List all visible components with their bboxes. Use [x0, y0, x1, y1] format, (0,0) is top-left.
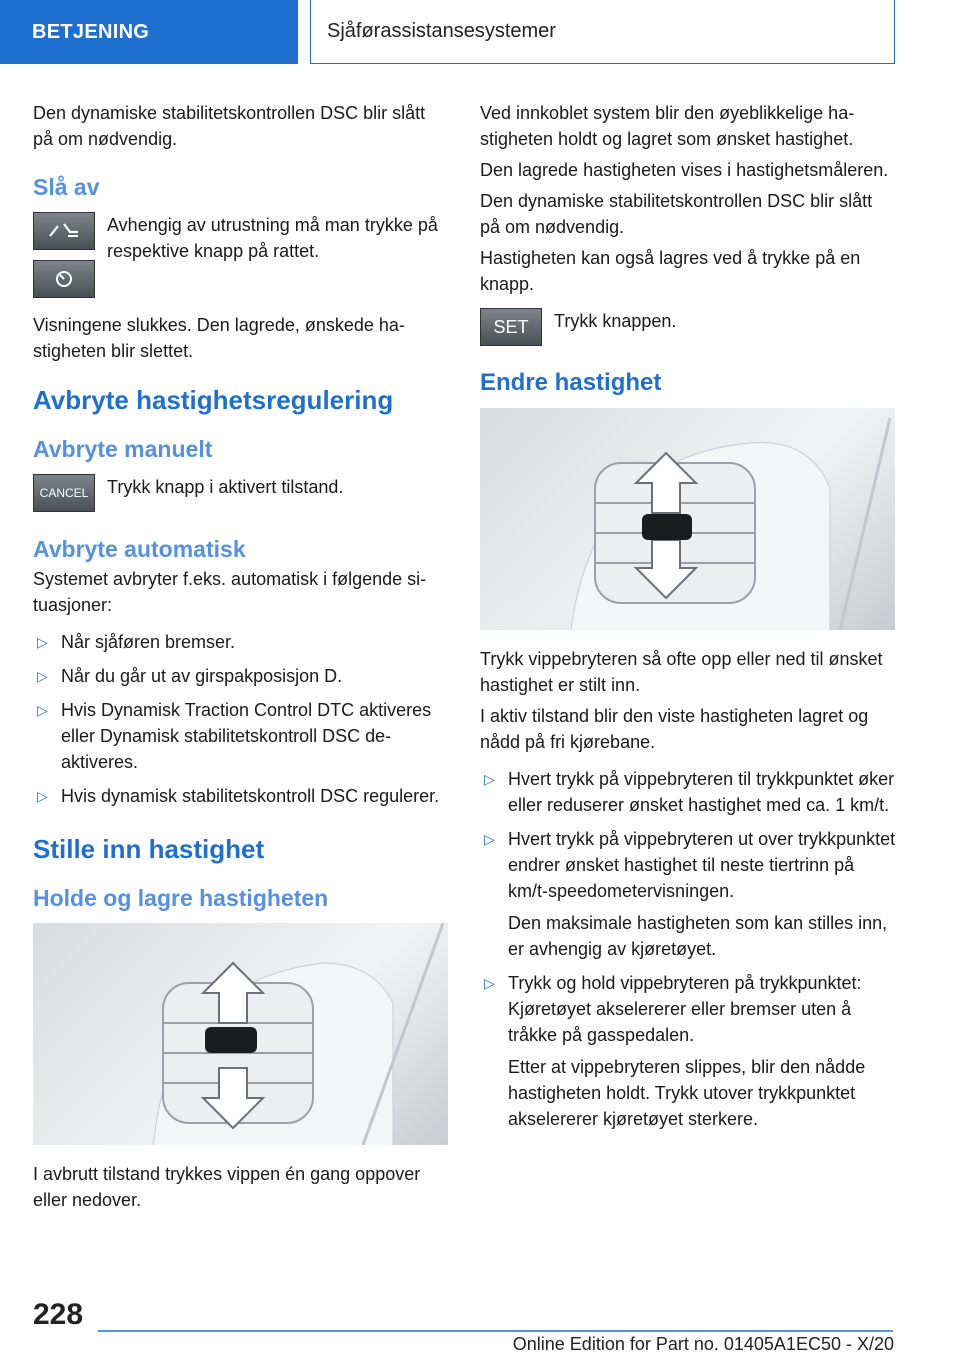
paragraph: Trykk vippebryteren så ofte opp eller ned til ønsket hastighet er stilt inn.	[480, 649, 883, 695]
cancel-button-icon	[33, 474, 95, 512]
chapter-title: Sjåførassistansesystemer	[310, 0, 895, 64]
triangle-icon: ▷	[37, 702, 48, 718]
triangle-icon: ▷	[37, 668, 48, 684]
list-item-text: Hvis Dynamisk Traction Control DTC aktiveres eller Dynamisk stabilitetskontroll DSC deaktiveres.	[61, 700, 432, 772]
heading-endre: Endre hastighet	[480, 369, 662, 396]
left-column	[33, 100, 448, 1224]
paragraph: Den dynamiske stabilitetskontrollen DSC blir slått på om nødvendig.	[480, 191, 873, 237]
heading-sla-av: Slå av	[33, 174, 100, 200]
list-item-note: Den maksimale hastigheten som kan stilles inn, er avhengig av kjøretøyet.	[508, 913, 888, 959]
list-item-text: Når du går ut av girspakposisjon D.	[61, 666, 343, 686]
right-column	[480, 100, 896, 1142]
heading-automatisk: Avbryte automatisk	[33, 536, 246, 562]
cancel-row	[33, 474, 448, 512]
list-item	[480, 766, 896, 818]
list-item-text: Trykk og hold vippebryteren på trykkpunktet: Kjøretøyet akselererer eller bremser uten å tråkke på gasspedalen.	[508, 973, 862, 1045]
set-label: SET	[493, 316, 529, 337]
paragraph: Hastigheten kan også lagres ved å trykke på en knapp.	[480, 248, 861, 294]
paragraph: I avbrutt tilstand trykkes vippen én gang oppover eller nedover.	[33, 1164, 421, 1210]
heading-holde: Holde og lagre hastigheten	[33, 885, 329, 911]
set-button-icon	[480, 308, 542, 346]
heading-manuelt: Avbryte manuelt	[33, 436, 213, 462]
set-text: Trykk knappen.	[554, 311, 677, 331]
paragraph: Den lagrede hastigheten vises i hastighetsmåleren.	[480, 160, 889, 180]
list-item-note: Etter at vippebryteren slippes, blir den nådde hastigheten holdt. Trykk utover trykkpunktet akselererer kjøretøyet sterkere.	[508, 1057, 866, 1129]
steering-wheel-photo	[480, 408, 895, 630]
paragraph: Visningene slukkes. Den lagrede, ønskede hastigheten blir slettet.	[33, 315, 405, 361]
paragraph: Ved innkoblet system blir den øyeblikkelige hastigheten holdt og lagret som ønsket hastighet.	[480, 103, 855, 149]
page-number: 228	[33, 1298, 84, 1331]
manuelt-text: Trykk knapp i aktivert tilstand.	[107, 477, 344, 497]
triangle-icon: ▷	[484, 975, 495, 991]
edition-link[interactable]: Online Edition for Part no. 01405A1EC50 - X/20	[512, 1334, 894, 1354]
set-row	[480, 308, 896, 346]
cruise-off-button-icon	[33, 212, 95, 250]
list-item	[33, 663, 448, 689]
triangle-icon: ▷	[37, 634, 48, 650]
bullet-list	[33, 629, 448, 809]
paragraph: Den dynamiske stabilitetskontrollen DSC blir slått på om nødvendig.	[33, 103, 426, 149]
paragraph: I aktiv tilstand blir den viste hastigheten lagret og nådd på fri kjørebane.	[480, 706, 869, 752]
list-item	[33, 697, 448, 775]
heading-stille: Stille inn hastighet	[33, 834, 265, 864]
sla-av-row	[33, 212, 448, 298]
list-item-text: Hvert trykk på vippebryteren til trykkpunktet øker eller reduserer ønsket hastighet med ca. 1 km/t.	[508, 769, 895, 815]
triangle-icon: ▷	[37, 788, 48, 804]
list-item	[480, 970, 896, 1132]
list-item-text: Hvis dynamisk stabilitetskontroll DSC regulerer.	[61, 786, 440, 806]
list-item	[33, 783, 448, 809]
triangle-icon: ▷	[484, 771, 495, 787]
list-item	[480, 826, 896, 962]
list-item	[33, 629, 448, 655]
list-item-text: Når sjåføren bremser.	[61, 632, 236, 652]
list-item-text: Hvert trykk på vippebryteren ut over trykkpunktet endrer ønsket hastighet til neste tiertrinn på km/t-speedometervisningen.	[508, 829, 896, 901]
footer-divider	[98, 1330, 893, 1332]
triangle-icon: ▷	[484, 831, 495, 847]
cruise-pause-button-icon	[33, 260, 95, 298]
cancel-label: CANCEL	[39, 486, 89, 500]
steering-wheel-photo	[33, 923, 448, 1145]
paragraph: Systemet avbryter f.eks. automatisk i følgende situasjoner:	[33, 569, 427, 615]
heading-avbryte: Avbryte hastighetsregulering	[33, 385, 394, 415]
sla-av-text: Avhengig av utrustning må man trykke på respektive knapp på rattet.	[107, 215, 438, 261]
bullet-list	[480, 766, 896, 1132]
section-tab: BETJENING	[0, 0, 298, 64]
